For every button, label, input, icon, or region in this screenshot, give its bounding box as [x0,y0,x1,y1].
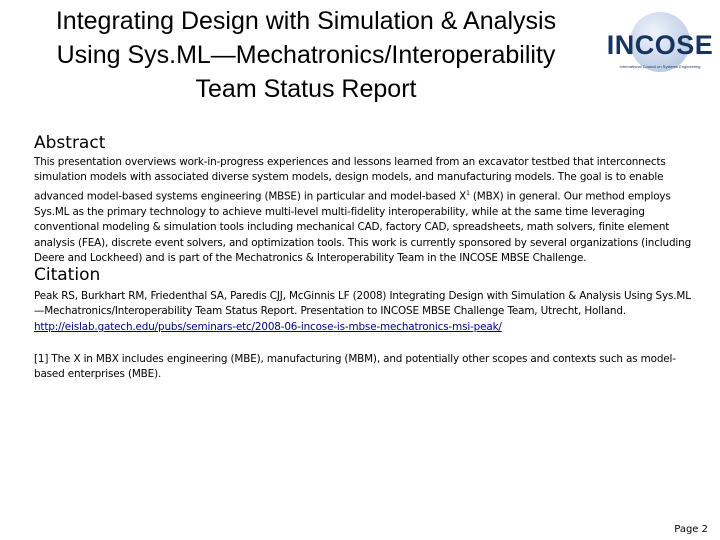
abstract-text [34,155,698,266]
title-line-1: Integrating Design with Simulation & Analysis [55,7,557,35]
logo-tagline: International Council on Systems Engineering [619,64,701,69]
citation-link[interactable]: http://eislab.gatech.edu/pubs/seminars-etc/2008-06-incose-is-mbse-mechatronics-msi-peak/ [34,320,502,333]
citation-heading: Citation [34,265,101,285]
citation-body: Peak RS, Burkhart RM, Friedenthal SA, Paredis CJJ, McGinnis LF (2008) Integrating Design with Simulation & Analysis Using Sys.ML—Mechatronics/Interoperability Team Status Report. Presentation to INCOSE MBSE Challenge Team, Utrecht, Holland. [34,290,691,318]
title-line-3: Team Status Report [195,75,417,103]
incose-logo [606,12,714,78]
logo-wordmark: INCOSE [606,30,714,60]
title-line-2: Using Sys.ML—Mechatronics/Interoperability [56,41,556,69]
abstract-text-part-2: (MBX) in general. Our method employs Sys.ML as the primary technology to achieve multi-level multi-fidelity interoperability, while at the same time leveraging conventional modeling & simulation tools including mechanical CAD, factory CAD, spreadsheets, math solvers, finite element analysis (FEA), discrete event solvers, and optimization tools. This work is currently sponsored by several organizations (including Deere and Lockheed) and is part of the Mechatronics & Interoperability Team in the INCOSE MBSE Challenge. [34,190,692,264]
abstract-heading: Abstract [34,133,106,153]
footnote-marker: 1 [466,189,470,197]
slide-title [14,4,598,106]
citation-text [34,289,698,335]
abstract-text-part-1: This presentation overviews work-in-progress experiences and lessons learned from an excavator testbed that interconnects simulation models with associated diverse system models, design models, and manufacturing models. The goal is to enable advanced model-based systems engineering (MBSE) in particular and model-based X [34,156,666,203]
page-number: Page 2 [674,524,708,535]
footnote: [1] The X in MBX includes engineering (MBE), manufacturing (MBM), and potentially other scopes and contexts such as model-based enterprises (MBE). [34,353,676,381]
